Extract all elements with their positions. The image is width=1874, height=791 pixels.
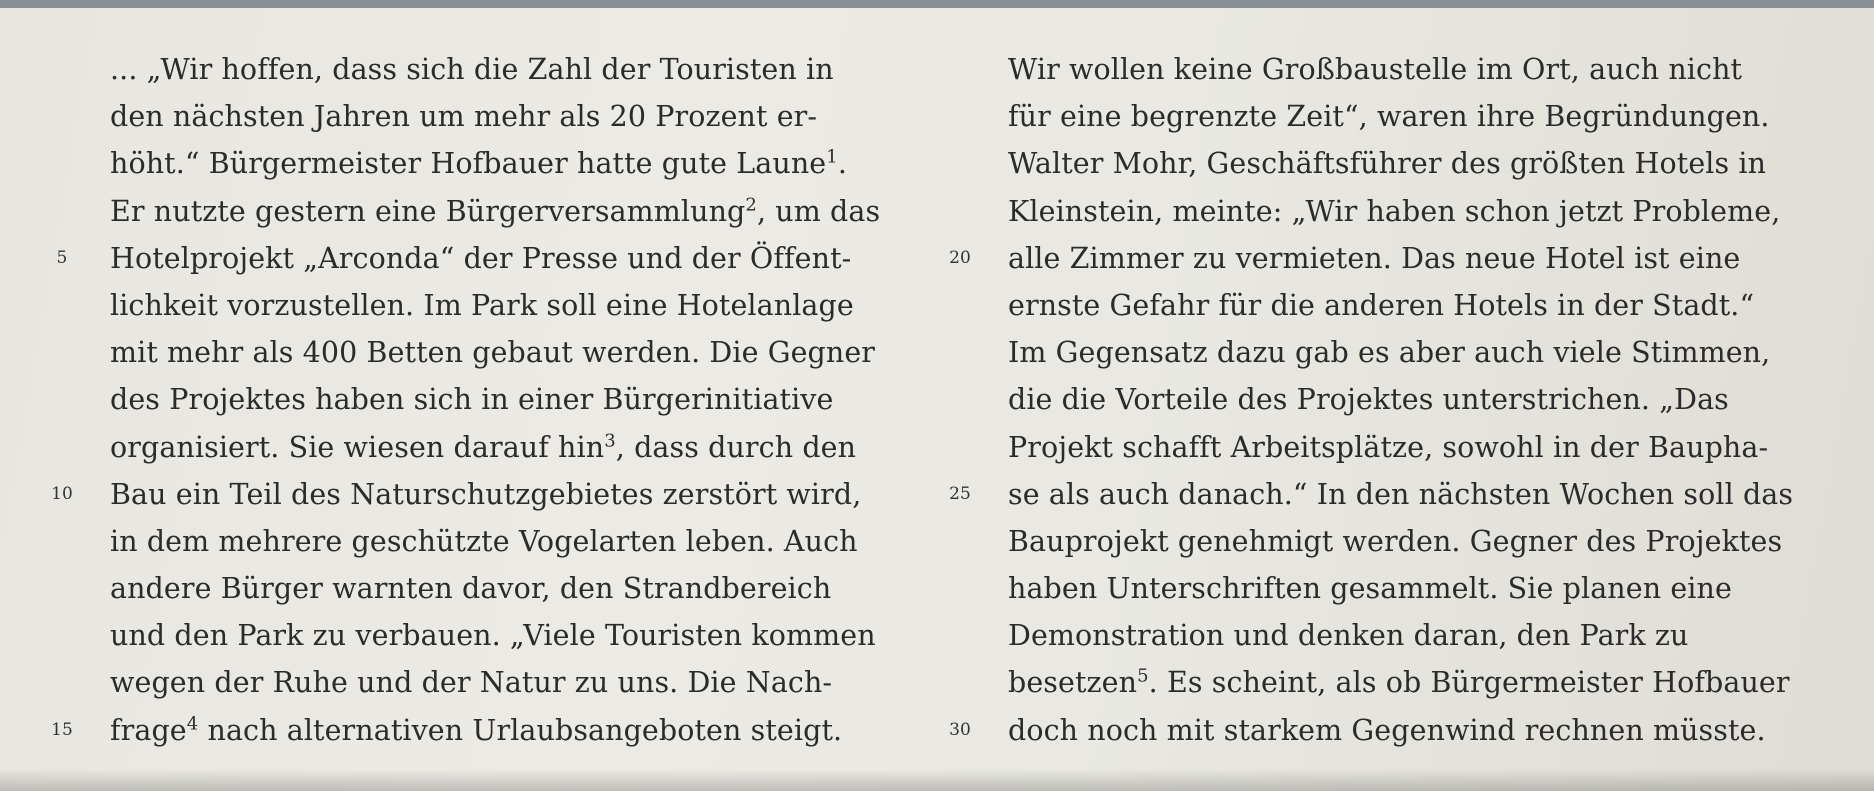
- line-text: mit mehr als 400 Betten gebaut werden. Die Gegner: [110, 336, 876, 370]
- text-line: [1008, 93, 1868, 140]
- line-text: die die Vorteile des Projektes unterstrichen. „Das: [1008, 383, 1729, 417]
- line-number: 10: [51, 483, 73, 504]
- line-text: haben Unterschriften gesammelt. Sie planen eine: [1008, 572, 1732, 606]
- line-text: wegen der Ruhe und der Natur zu uns. Die Nach-: [110, 666, 833, 700]
- text-line: [1008, 518, 1868, 565]
- text-line: [56, 235, 910, 282]
- line-number: 20: [949, 247, 971, 268]
- line-text: alle Zimmer zu vermieten. Das neue Hotel ist eine: [1008, 241, 1741, 275]
- line-text-after: . Es scheint, als ob Bürgermeister Hofbauer: [1148, 666, 1790, 700]
- text-line: [51, 707, 910, 754]
- line-text: Projekt schafft Arbeitsplätze, sowohl in der Baupha-: [1008, 430, 1769, 464]
- text-line: [110, 329, 910, 376]
- text-line: [1008, 424, 1868, 471]
- line-number: 5: [56, 247, 68, 268]
- text-line: [949, 235, 1868, 282]
- text-line: [1008, 376, 1868, 423]
- line-text: Walter Mohr, Geschäftsführer des größten Hotels in: [1008, 147, 1767, 181]
- text-line: [949, 707, 1868, 754]
- text-line: [110, 140, 910, 187]
- text-line: [110, 376, 910, 423]
- text-line: [110, 282, 910, 329]
- footnote-marker: 5: [1137, 665, 1149, 687]
- line-text: doch noch mit starkem Gegenwind rechnen müsste.: [1008, 713, 1766, 747]
- line-text: besetzen: [1008, 666, 1138, 700]
- line-text: andere Bürger warnten davor, den Strandbereich: [110, 572, 832, 606]
- footnote-marker: 1: [826, 146, 838, 168]
- line-text: ernste Gefahr für die anderen Hotels in der Stadt.“: [1008, 288, 1755, 322]
- text-line: [1008, 282, 1868, 329]
- text-line: [51, 471, 910, 518]
- text-line: [1008, 612, 1868, 659]
- text-line: [949, 471, 1868, 518]
- line-text-after: , dass durch den: [615, 430, 857, 464]
- line-text: für eine begrenzte Zeit“, waren ihre Begründungen.: [1008, 100, 1770, 134]
- text-line: [1008, 188, 1868, 235]
- line-number: 15: [51, 719, 73, 740]
- line-text: organisiert. Sie wiesen darauf hin: [110, 430, 605, 464]
- text-line: [110, 424, 910, 471]
- text-line: [110, 518, 910, 565]
- line-text: höht.“ Bürgermeister Hofbauer hatte gute Laune: [110, 147, 827, 181]
- line-text: den nächsten Jahren um mehr als 20 Prozent er-: [110, 100, 818, 134]
- line-text: ... „Wir hoffen, dass sich die Zahl der Touristen in: [110, 53, 834, 86]
- line-text: lichkeit vorzustellen. Im Park soll eine Hotelanlage: [110, 288, 854, 322]
- text-line: [110, 46, 910, 93]
- line-text: Bauprojekt genehmigt werden. Gegner des Projektes: [1008, 524, 1783, 558]
- line-text-after: nach alternativen Urlaubsangeboten steigt.: [198, 713, 843, 747]
- line-text: Er nutzte gestern eine Bürgerversammlung: [110, 194, 746, 228]
- text-line: [1008, 659, 1868, 706]
- line-text: frage: [110, 713, 187, 747]
- line-number: 25: [949, 483, 971, 504]
- right-text-column: [949, 46, 1868, 754]
- text-line: [1008, 140, 1868, 187]
- line-text: se als auch danach.“ In den nächsten Wochen soll das: [1008, 477, 1794, 511]
- textbook-page: [0, 8, 1874, 791]
- text-line: [1008, 329, 1868, 376]
- line-text: Hotelprojekt „Arconda“ der Presse und der Öffent-: [110, 241, 852, 275]
- footnote-marker: 3: [604, 430, 616, 451]
- text-line: [110, 612, 910, 659]
- footnote-marker: 2: [745, 194, 757, 216]
- line-text: Demonstration und denken daran, den Park zu: [1008, 619, 1689, 653]
- line-text: Bau ein Teil des Naturschutzgebietes zerstört wird,: [110, 477, 862, 511]
- line-text: des Projektes haben sich in einer Bürgerinitiative: [110, 383, 834, 417]
- line-text-after: .: [837, 147, 847, 181]
- line-text: und den Park zu verbauen. „Viele Touristen kommen: [110, 619, 876, 653]
- text-line: [110, 659, 910, 706]
- line-text: Kleinstein, meinte: „Wir haben schon jetzt Probleme,: [1008, 194, 1781, 228]
- text-line: [110, 93, 910, 140]
- line-text: in dem mehrere geschützte Vogelarten leben. Auch: [110, 524, 858, 558]
- line-text: Im Gegensatz dazu gab es aber auch viele Stimmen,: [1008, 336, 1771, 370]
- line-text: Wir wollen keine Großbaustelle im Ort, auch nicht: [1008, 53, 1743, 86]
- line-text-after: , um das: [756, 194, 881, 228]
- text-line: [1008, 46, 1868, 93]
- text-line: [110, 188, 910, 235]
- line-number: 30: [949, 719, 971, 740]
- text-line: [110, 565, 910, 612]
- footnote-marker: 4: [186, 713, 199, 735]
- left-text-column: [51, 46, 910, 754]
- text-line: [1008, 565, 1868, 612]
